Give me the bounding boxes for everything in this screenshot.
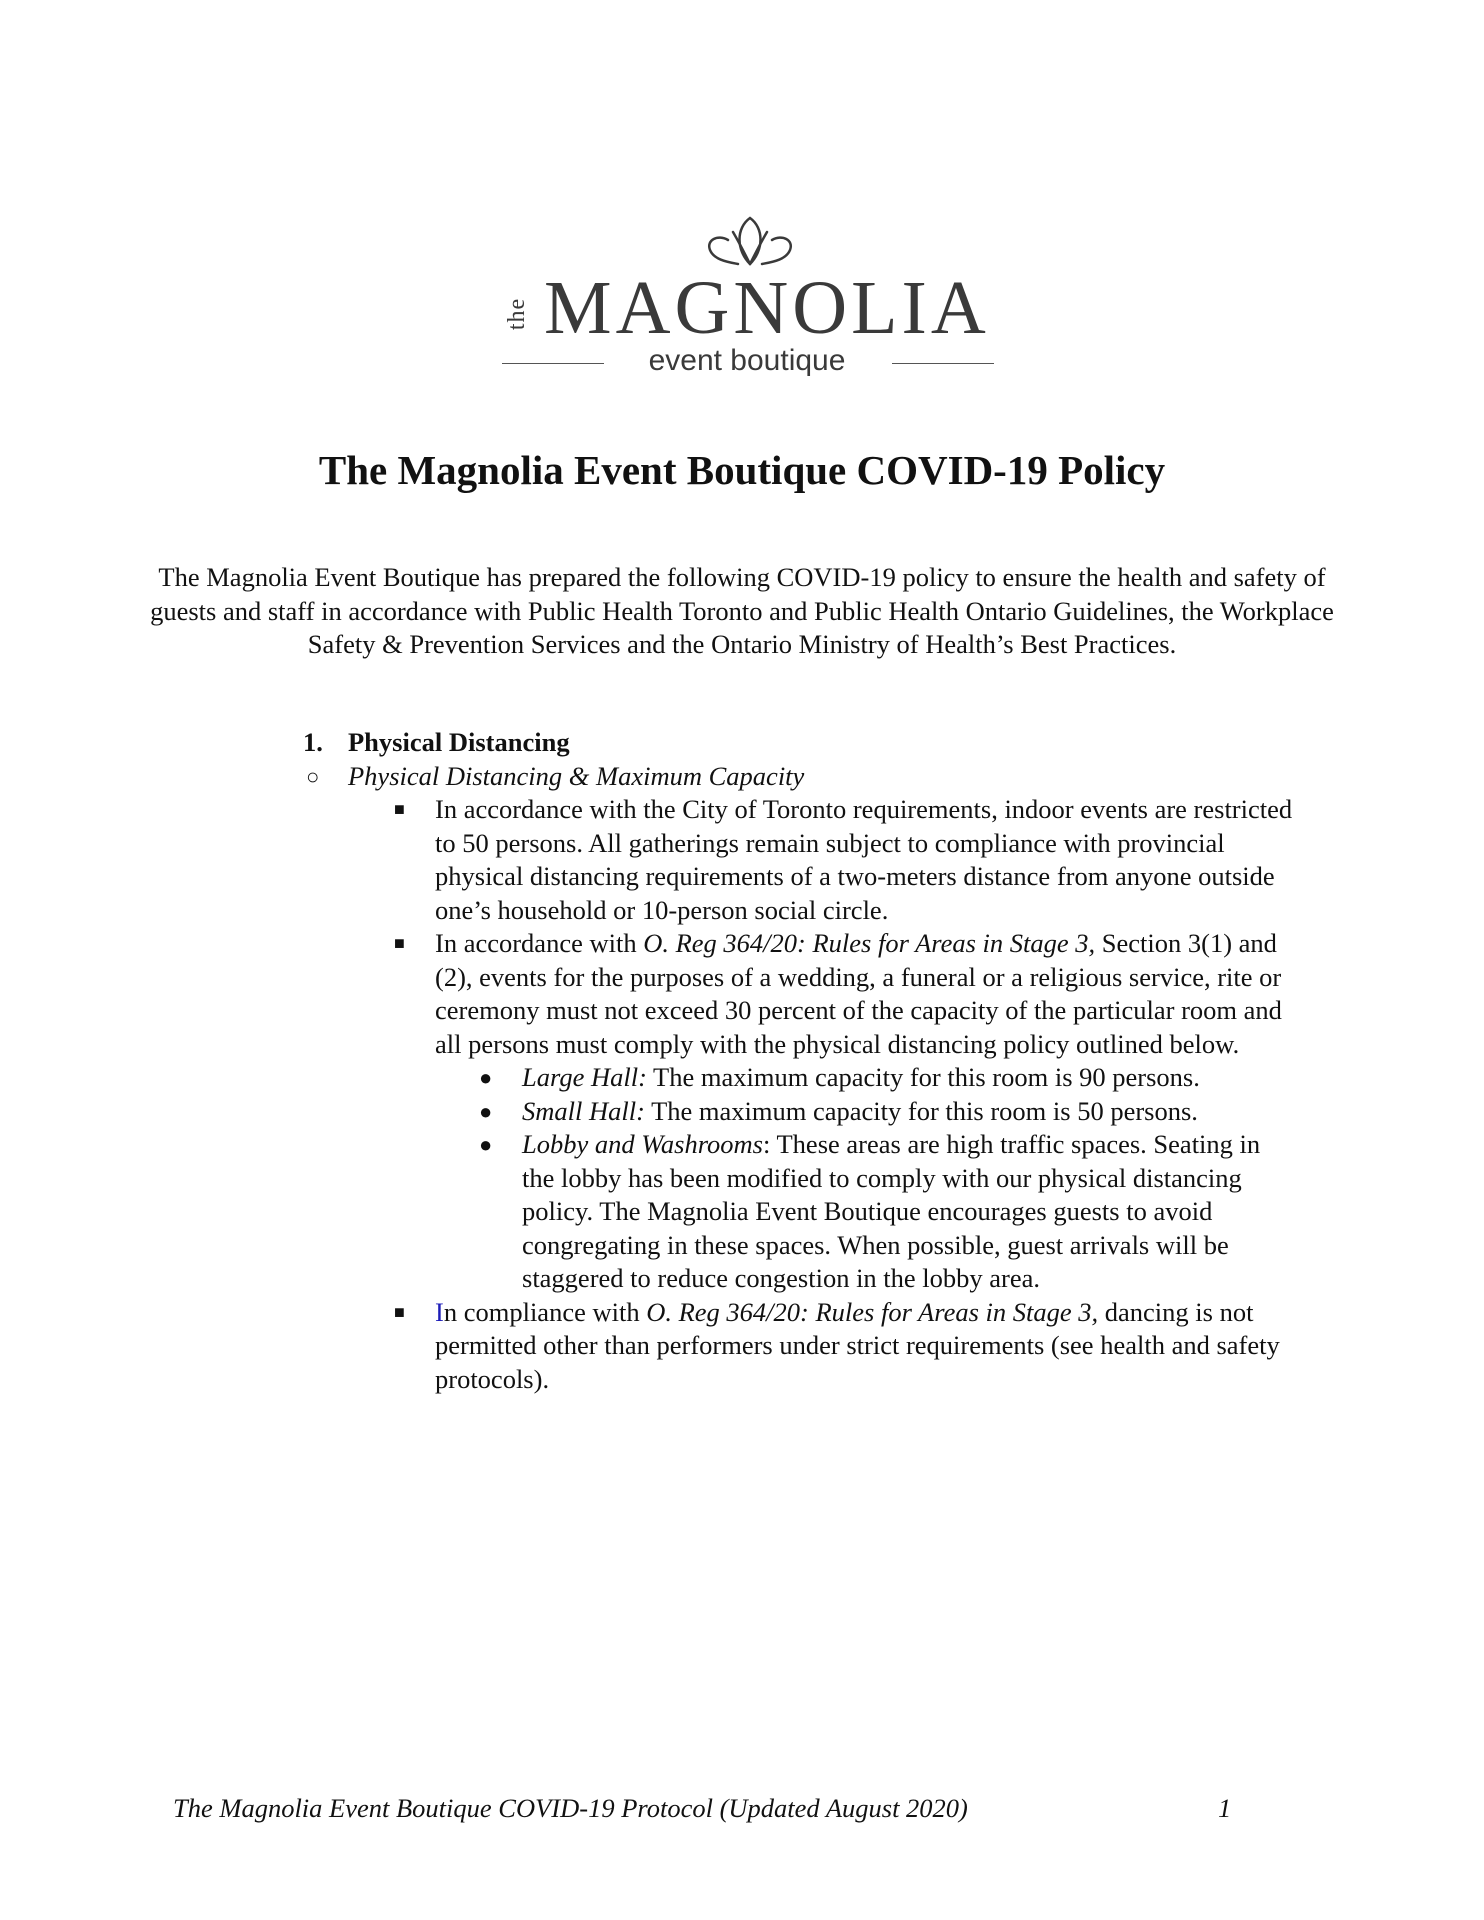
section-number: 1. <box>303 727 323 757</box>
square-bullet-icon: ■ <box>394 933 405 953</box>
document-title: The Magnolia Event Boutique COVID-19 Policy <box>318 447 1166 493</box>
room-description: The maximum capacity for this room is 90 persons. <box>646 1062 1200 1092</box>
room-name: Large Hall: <box>522 1062 647 1092</box>
capacity-requirements-text <box>435 927 1307 1061</box>
list-item <box>0 793 1484 927</box>
magnolia-logo <box>500 212 1000 382</box>
text-segment: dancing is not permitted other than performers under strict requirements (see health and safety protocols). <box>435 1296 1280 1394</box>
dot-bullet-icon: ● <box>479 1065 493 1090</box>
list-item <box>0 1128 1484 1296</box>
room-capacity-item <box>522 1061 1282 1095</box>
subsection-heading-row <box>0 760 1484 794</box>
text-segment: In accordance with <box>435 928 644 958</box>
list-item <box>0 1095 1484 1129</box>
text-segment: n compliance with <box>443 1296 647 1327</box>
intro-paragraph: The Magnolia Event Boutique has prepared the following COVID-19 policy to ensure the health and safety of guests and staff in accordance with Public Health Toronto and Public Health Ontario Guidelines, the Workplace Safety & Prevention Services and the Ontario Ministry of Health’s Best Practices. <box>150 562 1334 659</box>
regulation-reference: O. Reg 364/20: Rules for Areas in Stage 3, <box>646 1296 1099 1327</box>
section-heading-row <box>0 726 1484 760</box>
highlighted-initial: I <box>435 1296 444 1327</box>
logo-wordmark: MAGNOLIA <box>544 266 990 350</box>
text-segment: Section 3(1) and (2), events for the purposes of a wedding, a funeral or a religious service, rite or ceremony must not exceed 30 percent of the capacity of the particular room and all persons must comply with the physical distancing policy outlined below. <box>435 928 1282 1059</box>
list-item <box>0 927 1484 1061</box>
room-name: Small Hall: <box>522 1095 645 1126</box>
room-description: The maximum capacity for this room is 50 persons. <box>644 1095 1198 1126</box>
list-item <box>0 1296 1484 1397</box>
logo-tagline: event boutique <box>648 344 846 377</box>
circle-bullet-icon: ○ <box>306 763 320 789</box>
subsection-heading: Physical Distancing & Maximum Capacity <box>348 760 805 791</box>
policy-content <box>0 726 1484 1396</box>
square-bullet-icon: ■ <box>394 1301 405 1322</box>
dot-bullet-icon: ● <box>479 1098 493 1124</box>
page-footer: The Magnolia Event Boutique COVID-19 Protocol (Updated August 2020) <box>173 1793 968 1823</box>
page-number: 1 <box>1218 1793 1232 1823</box>
room-capacity-item <box>522 1128 1282 1296</box>
dancing-policy-text <box>435 1296 1307 1397</box>
logo-right-rule <box>892 363 994 364</box>
dot-bullet-icon: ● <box>479 1132 493 1157</box>
lotus-flower-icon <box>500 212 1000 272</box>
city-requirements-text: In accordance with the City of Toronto requirements, indoor events are restricted to 50 persons. All gatherings remain subject to compliance with provincial physical distancing requirements of a two-meters distance from anyone outside one’s household or 10-person social circle. <box>435 794 1293 925</box>
room-capacity-item <box>522 1095 1282 1129</box>
list-item <box>0 1061 1484 1095</box>
square-bullet-icon: ■ <box>394 799 405 819</box>
room-name: Lobby and Washrooms <box>522 1129 763 1159</box>
section-heading: Physical Distancing <box>348 727 570 757</box>
room-description: : These areas are high traffic spaces. Seating in the lobby has been modified to comply with our physical distancing policy. The Magnolia Event Boutique encourages guests to avoid congregating in these spaces. When possible, guest arrivals will be staggered to reduce congestion in the lobby area. <box>522 1129 1261 1293</box>
logo-the-text: the <box>504 297 530 331</box>
regulation-reference: O. Reg 364/20: Rules for Areas in Stage 3, <box>643 928 1096 958</box>
